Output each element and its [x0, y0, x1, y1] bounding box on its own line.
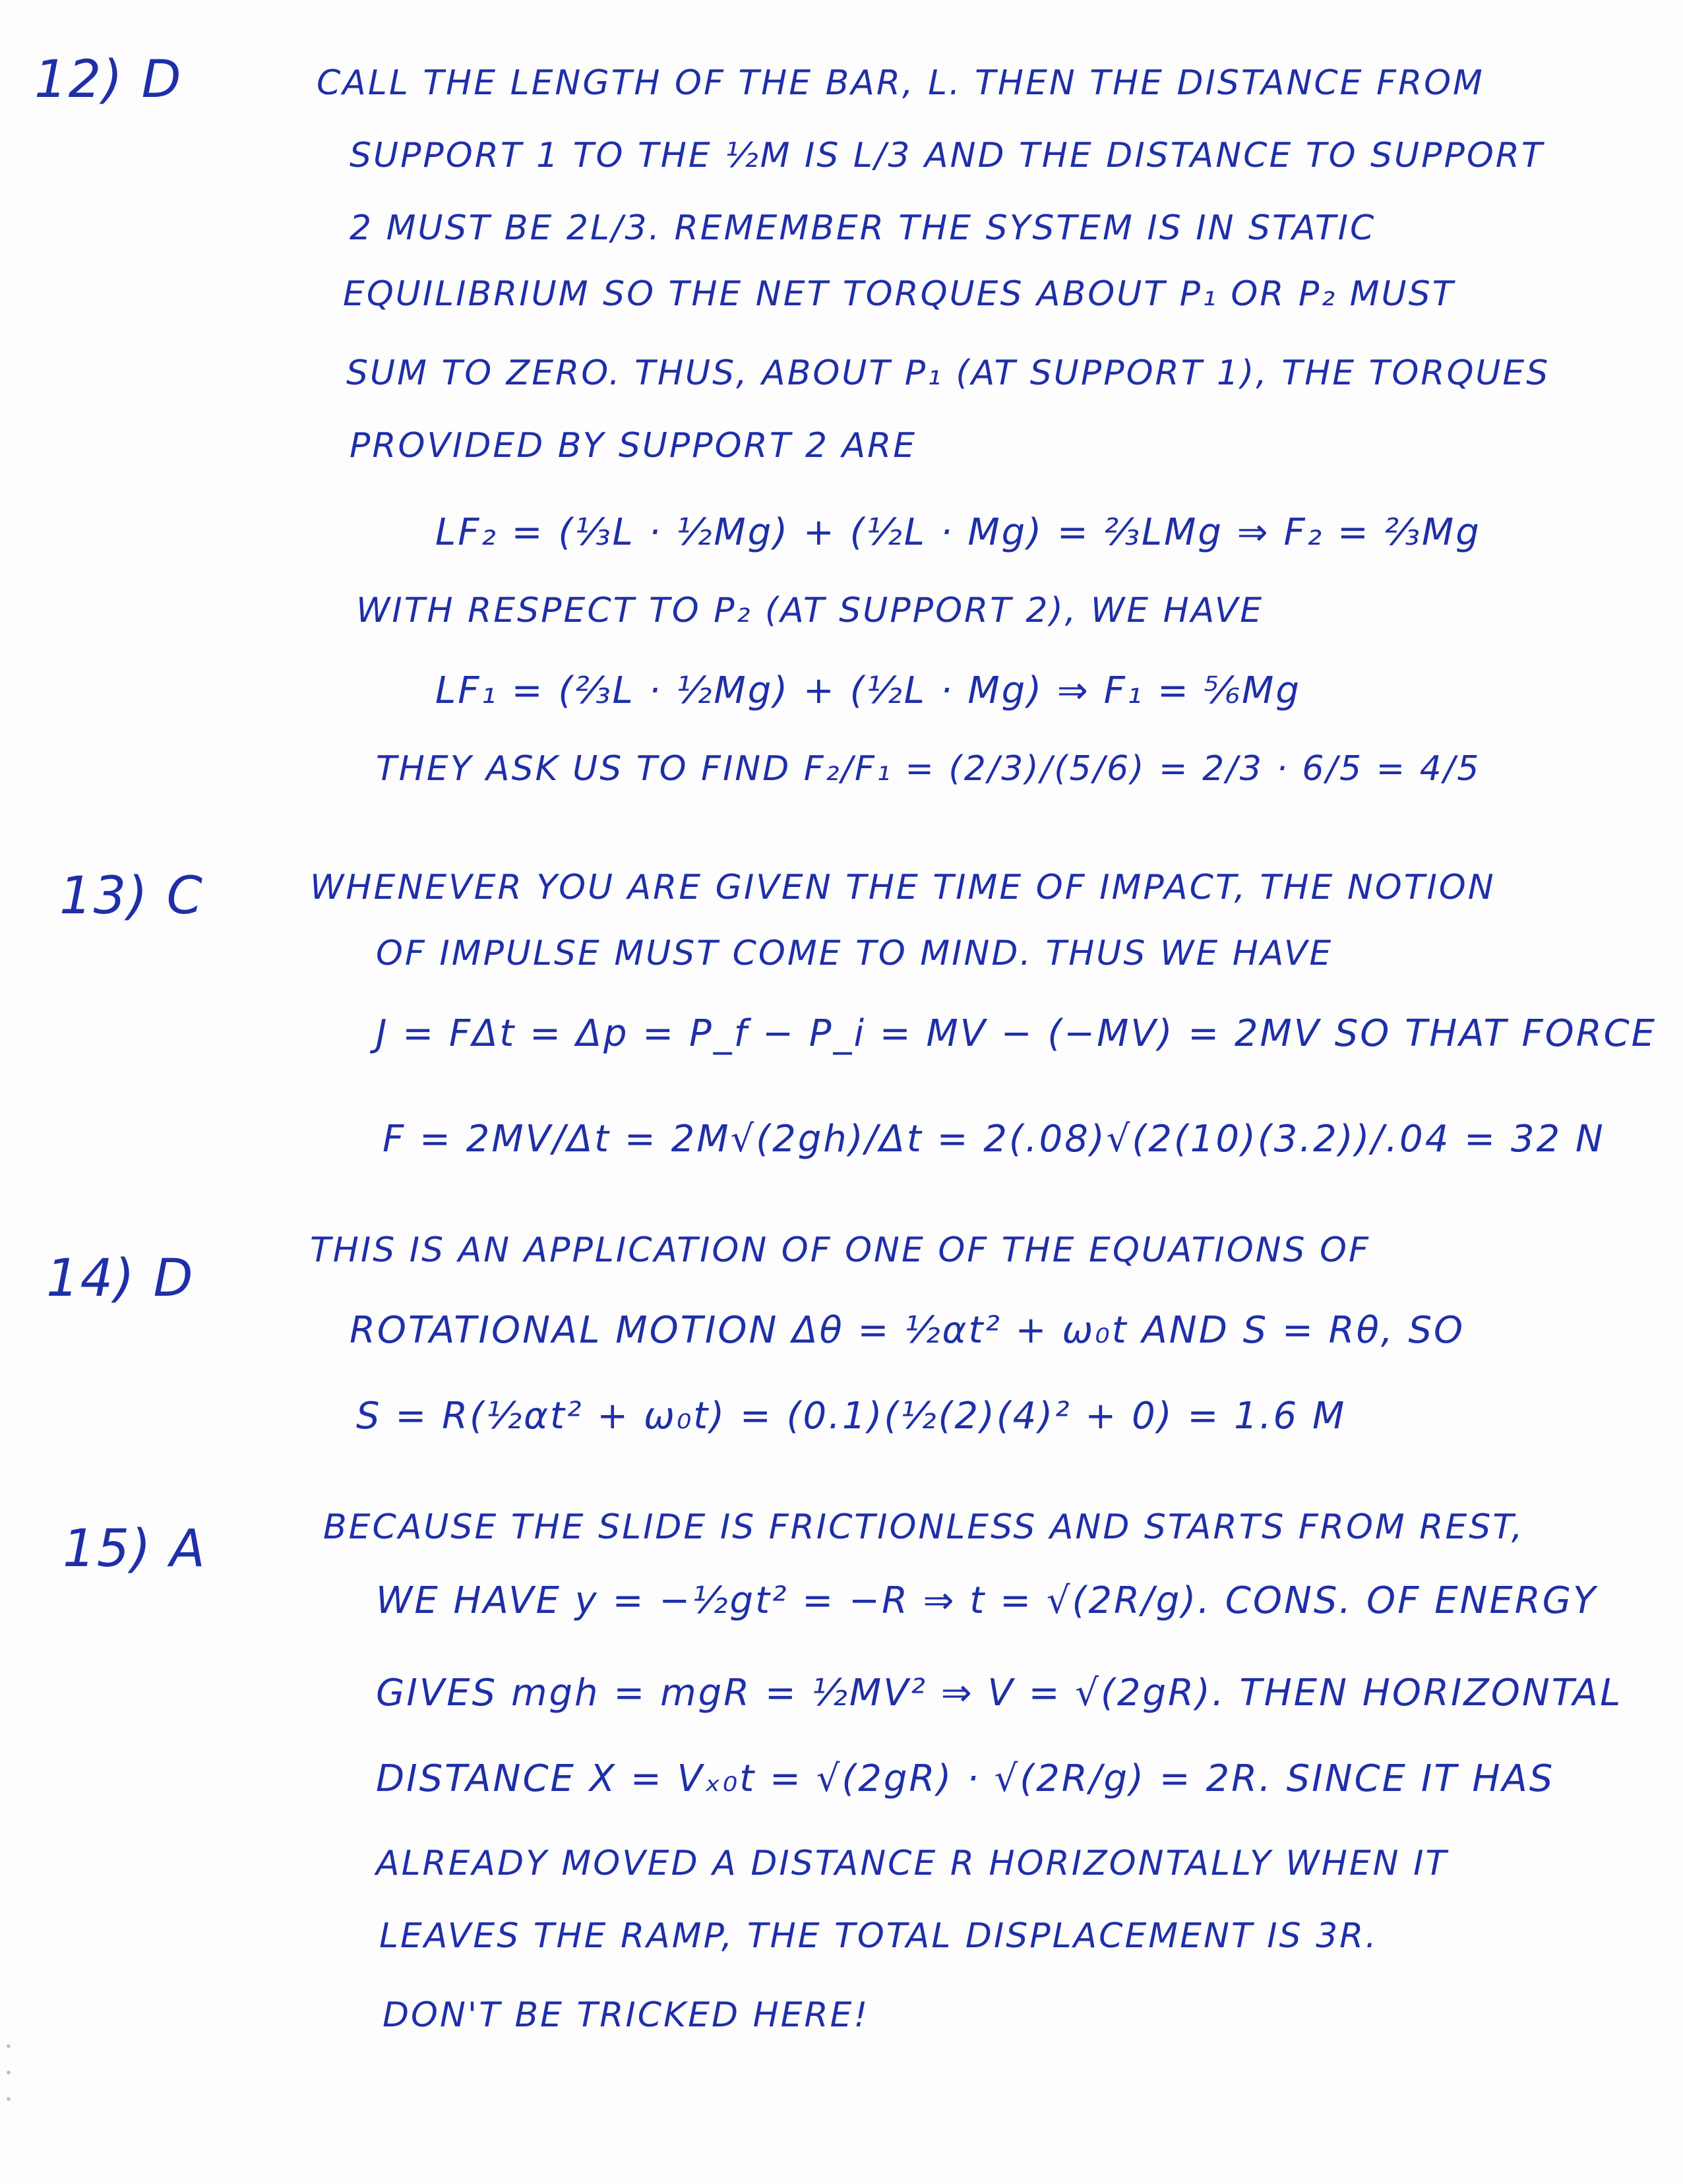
solution-line: DON'T BE TRICKED HERE! — [382, 1995, 870, 2035]
solution-line: WITH RESPECT TO P₂ (AT SUPPORT 2), WE HAVE — [356, 591, 1264, 630]
scan-edge-dot — [7, 2071, 11, 2075]
equation-line: ROTATIONAL MOTION Δθ = ½αt² + ω₀t AND S = Rθ, SO — [350, 1309, 1465, 1352]
solution-line: THEY ASK US TO FIND F₂/F₁ = (2/3)/(5/6) = 2/3 · 6/5 = 4/5 — [376, 749, 1481, 789]
solution-line: BECAUSE THE SLIDE IS FRICTIONLESS AND STARTS FROM REST, — [323, 1507, 1525, 1547]
problem-number: 12) D — [34, 50, 183, 109]
solution-line: CALL THE LENGTH OF THE BAR, L. THEN THE DISTANCE FROM — [317, 63, 1484, 103]
solution-line: EQUILIBRIUM SO THE NET TORQUES ABOUT P₁ OR P₂ MUST — [343, 274, 1455, 314]
equation-line: J = FΔt = Δp = P_f − P_i = MV − (−MV) = 2MV SO THAT FORCE — [376, 1012, 1657, 1055]
equation-line: WE HAVE y = −½gt² = −R ⇒ t = √(2R/g). CONS. OF ENERGY — [376, 1579, 1598, 1622]
solution-line: PROVIDED BY SUPPORT 2 ARE — [350, 426, 917, 466]
problem-number: 15) A — [63, 1519, 206, 1579]
problem-number: 13) C — [59, 866, 204, 926]
equation-line: S = R(½αt² + ω₀t) = (0.1)(½(2)(4)² + 0) = 1.6 M — [356, 1395, 1347, 1438]
solution-line: THIS IS AN APPLICATION OF ONE OF THE EQUATIONS OF — [310, 1230, 1370, 1270]
solution-line: 2 MUST BE 2L/3. REMEMBER THE SYSTEM IS IN STATIC — [350, 208, 1376, 248]
solution-line: OF IMPULSE MUST COME TO MIND. THUS WE HAVE — [376, 934, 1333, 973]
solution-line: SUPPORT 1 TO THE ½M IS L/3 AND THE DISTANCE TO SUPPORT — [350, 136, 1545, 175]
equation-line: DISTANCE X = Vₓ₀t = √(2gR) · √(2R/g) = 2R. SINCE IT HAS — [376, 1757, 1555, 1800]
solution-line: SUM TO ZERO. THUS, ABOUT P₁ (AT SUPPORT 1), THE TORQUES — [346, 353, 1550, 393]
solution-line: WHENEVER YOU ARE GIVEN THE TIME OF IMPACT, THE NOTION — [310, 868, 1496, 907]
solution-line: ALREADY MOVED A DISTANCE R HORIZONTALLY WHEN IT — [376, 1844, 1449, 1883]
equation-line: F = 2MV/Δt = 2M√(2gh)/Δt = 2(.08)√(2(10)(3.2))/.04 = 32 N — [382, 1118, 1605, 1161]
equation-line: LF₂ = (⅓L · ½Mg) + (½L · Mg) = ⅔LMg ⇒ F₂ = ⅔Mg — [435, 511, 1481, 554]
scan-edge-dot — [7, 2044, 11, 2048]
equation-line: GIVES mgh = mgR = ½MV² ⇒ V = √(2gR). THEN HORIZONTAL — [376, 1672, 1623, 1714]
solution-line: LEAVES THE RAMP, THE TOTAL DISPLACEMENT IS 3R. — [379, 1916, 1378, 1956]
scan-edge-dot — [7, 2097, 11, 2101]
problem-number: 14) D — [46, 1249, 195, 1308]
equation-line: LF₁ = (⅔L · ½Mg) + (½L · Mg) ⇒ F₁ = ⅚Mg — [435, 669, 1301, 712]
